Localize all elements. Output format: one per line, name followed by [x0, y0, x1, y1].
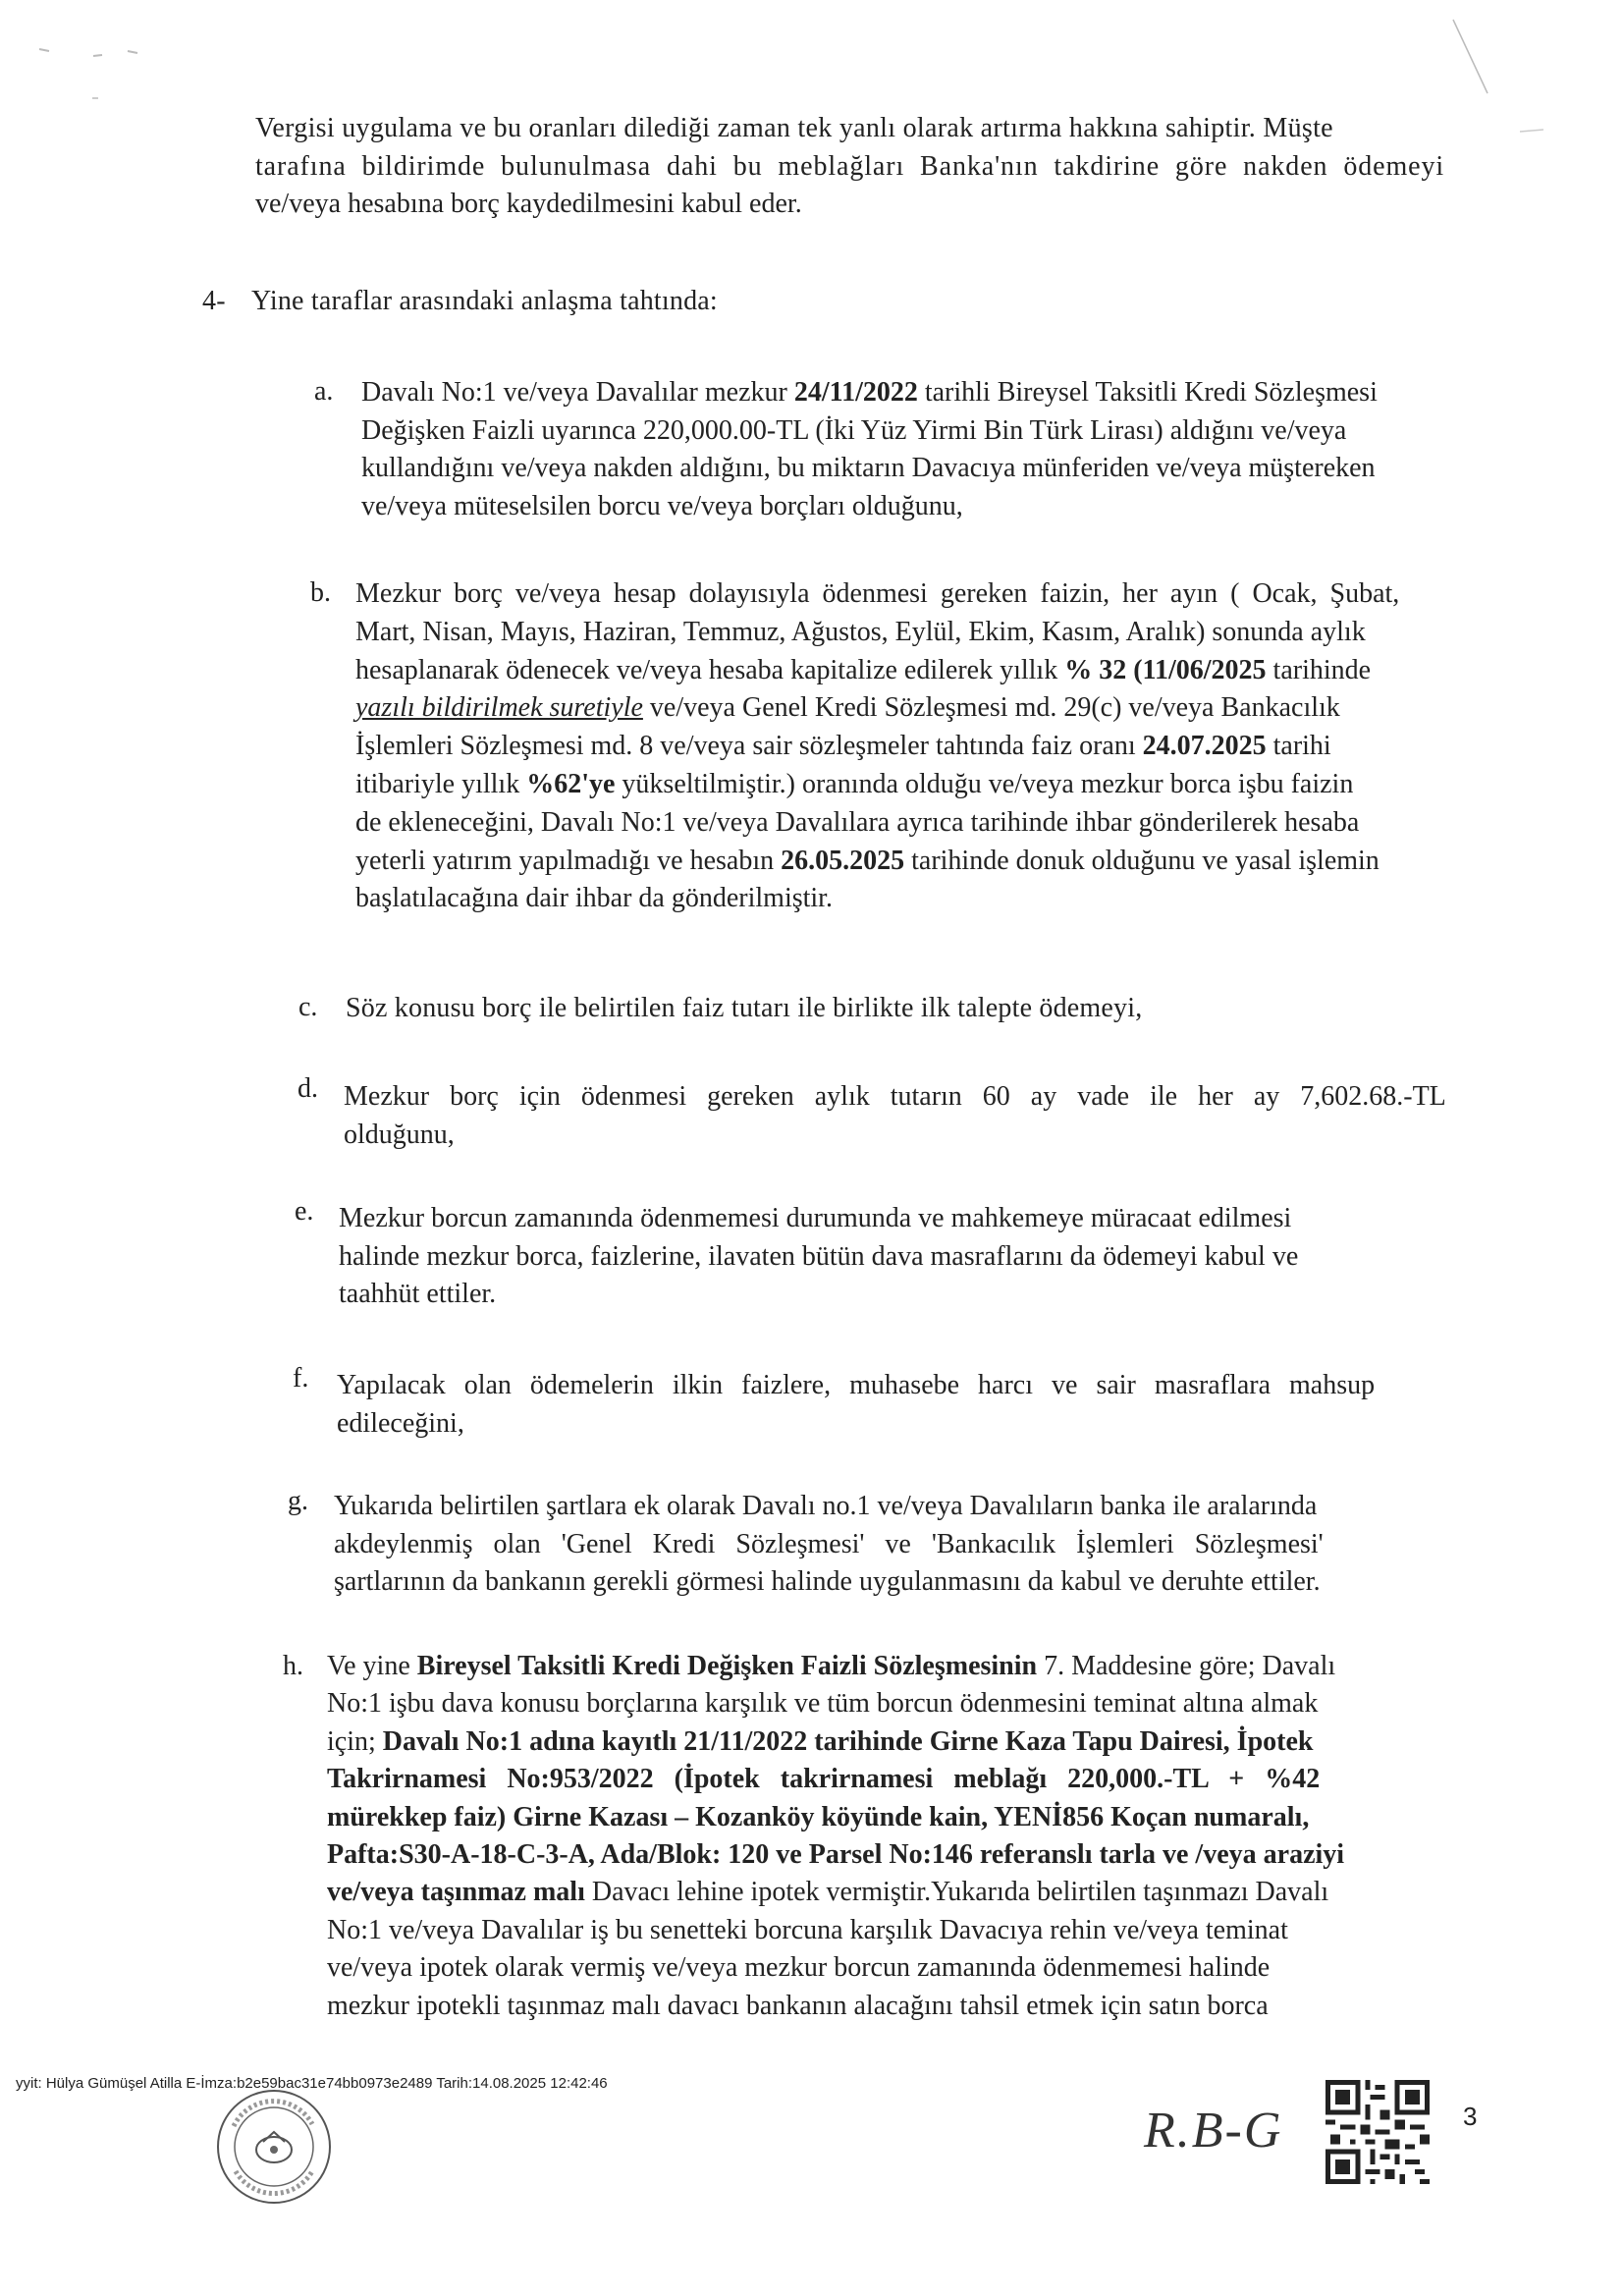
esign-footer: yyit: Hülya Gümüşel Atilla E-İmza:b2e59bac31e74bb0973e2489 Tarih:14.08.2025 12:42:46 — [16, 2075, 608, 2092]
text: tarihinde donuk olduğunu ve yasal işlemin — [904, 845, 1380, 876]
item-b-line: de ekleneceğini, Davalı No:1 ve/veya Davalılara ayrıca tarihinde ihbar gönderilerek hesaba — [355, 806, 1360, 838]
item-a-line: kullandığını ve/veya nakden aldığını, bu miktarın Davacıya münferiden ve/veya müştereken — [361, 453, 1376, 484]
intro-line: tarafına bildirimde bulunulmasa dahi bu meblağları Banka'nın takdirine göre nakden ödemeyi — [255, 150, 1445, 182]
item-h-line — [327, 1836, 1525, 1874]
item-h-line — [327, 1799, 1525, 1836]
item-h-line: No:1 ve/veya Davalılar iş bu senetteki borcuna karşılık Davacıya rehin ve/veya teminat — [327, 1914, 1288, 1945]
item-h — [327, 1648, 1525, 2025]
item-h-line — [327, 1648, 1525, 1685]
item-g-line: şartlarının da bankanın gerekli görmesi halinde uygulanmasını da kabul ve deruhte ettiler. — [334, 1566, 1321, 1598]
item-b-line — [355, 728, 1530, 766]
item-b-line — [355, 766, 1530, 804]
qr-code-icon — [1325, 2080, 1430, 2184]
item-h-line: ve/veya ipotek olarak vermiş ve/veya mezkur borcun zamanında ödenmemesi halinde — [327, 1952, 1271, 1984]
item-b-line — [355, 843, 1530, 881]
item-a-line — [361, 374, 1530, 412]
mortgage-bold: ve/veya taşınmaz malı — [327, 1877, 585, 1908]
item-b-line — [355, 689, 1530, 728]
item-h-line — [327, 1874, 1525, 1911]
text: hesaplanarak ödenecek ve/veya hesaba kapitalize edilerek yıllık — [355, 654, 1065, 685]
rate-bold: %62'ye — [526, 768, 616, 799]
item-marker-a: a. — [314, 376, 334, 407]
rate-bold: % 32 (11/06/2025 — [1064, 654, 1267, 685]
item-marker-c: c. — [298, 992, 318, 1022]
item-d-line: Mezkur borç için ödenmesi gereken aylık tutarın 60 ay vade ile her ay 7,602.68.-TL — [344, 1081, 1446, 1112]
mortgage-bold: Pafta:S30-A-18-C-3-A, Ada/Blok: 120 ve Parsel No:146 referanslı tarla ve /veya araziyi — [327, 1839, 1345, 1871]
text: yeterli yatırım yapılmadığı ve hesabın — [355, 845, 782, 876]
text: 7. Maddesine göre; Davalı — [1037, 1651, 1336, 1681]
item-marker-h: h. — [283, 1651, 303, 1681]
item-a-line: ve/veya müteselsilen borcu ve/veya borçları olduğunu, — [361, 490, 963, 521]
item-b-line: Mezkur borç ve/veya hesap dolayısıyla ödenmesi gereken faizin, her ayın ( Ocak, Şubat, — [355, 578, 1400, 609]
item-b-line: Mart, Nisan, Mayıs, Haziran, Temmuz, Ağustos, Eylül, Ekim, Kasım, Aralık) sonunda aylık — [355, 616, 1366, 647]
item-h-line — [327, 1761, 1525, 1798]
item-b — [355, 575, 1530, 918]
date-bold: 24.07.2025 — [1142, 731, 1267, 762]
court-seal-icon — [214, 2087, 334, 2207]
item-marker-f: f. — [293, 1363, 309, 1394]
item-d-line: olduğunu, — [344, 1119, 455, 1150]
item-marker-g: g. — [288, 1486, 308, 1516]
date-bold: 24/11/2022 — [793, 377, 918, 408]
mortgage-bold: mürekkep faiz) Girne Kazası – Kozanköy köyünde kain, YENİ856 Koçan numaralı, — [327, 1801, 1310, 1832]
item-g-line: Yukarıda belirtilen şartlara ek olarak Davalı no.1 ve/veya Davalıların banka ile aralarında — [334, 1491, 1318, 1521]
item-marker-b: b. — [310, 577, 331, 608]
intro-paragraph — [255, 110, 1532, 224]
item-f-line: Yapılacak olan ödemelerin ilkin faizlere, muhasebe harcı ve sair masraflara mahsup — [337, 1370, 1376, 1400]
text: Ve yine — [327, 1651, 417, 1681]
item-a — [361, 374, 1530, 525]
item-h-line: mezkur ipotekli taşınmaz malı davacı bankanın alacağını tahsil etmek için satın borca — [327, 1990, 1269, 2021]
text: Davacı lehine ipotek vermiştir.Yukarıda belirtilen taşınmazı Davalı — [584, 1877, 1329, 1908]
item-g-line: akdeylenmiş olan 'Genel Kredi Sözleşmesi' ve 'Bankacılık İşlemleri Sözleşmesi' — [334, 1528, 1324, 1559]
text: itibariyle yıllık — [355, 768, 527, 799]
handwritten-signature: R.B-G — [1144, 2103, 1283, 2159]
item-e-line: Mezkur borcun zamanında ödenmemesi durumunda ve mahkemeye müracaat edilmesi — [339, 1203, 1292, 1233]
section-heading: Yine taraflar arasındaki anlaşma tahtında: — [251, 286, 718, 316]
intro-line: ve/veya hesabına borç kaydedilmesini kabul eder. — [255, 189, 802, 220]
mortgage-bold: Davalı No:1 adına kayıtlı 21/11/2022 tarihinde Girne Kaza Tapu Dairesi, İpotek — [382, 1725, 1314, 1757]
text: yükseltilmiştir.) oranında olduğu ve/veya mezkur borca işbu faizin — [615, 768, 1354, 799]
intro-line: Vergisi uygulama ve bu oranları dilediği zaman tek yanlı olarak artırma hakkına sahiptir. Müşte — [255, 113, 1333, 143]
item-f — [337, 1367, 1525, 1443]
underlined-text: yazılı bildirilmek suretiyle — [355, 692, 643, 724]
item-b-line: başlatılacağına dair ihbar da gönderilmiştir. — [355, 883, 833, 914]
item-f-line: edileceğini, — [337, 1407, 464, 1439]
text: ve/veya Genel Kredi Sözleşmesi md. 29(c) ve/veya Bankacılık — [642, 692, 1340, 724]
item-marker-e: e. — [295, 1196, 314, 1227]
section-number: 4- — [202, 286, 226, 316]
item-e-line: halinde mezkur borca, faizlerine, ilavaten bütün dava masraflarını da ödemeyi kabul ve — [339, 1240, 1299, 1272]
item-marker-d: d. — [298, 1073, 318, 1104]
item-a-line: Değişken Faizli uyarınca 220,000.00-TL (İki Yüz Yirmi Bin Türk Lirası) aldığını ve/veya — [361, 414, 1347, 446]
item-b-line — [355, 652, 1530, 690]
text: İşlemleri Sözleşmesi md. 8 ve/veya sair sözleşmeler tahtında faiz oranı — [355, 731, 1143, 762]
mortgage-bold: Takrirnamesi No:953/2022 (İpotek takrirnamesi meblağı 220,000.-TL + %42 — [327, 1764, 1321, 1795]
text: Davalı No:1 ve/veya Davalılar mezkur — [361, 377, 794, 408]
item-h-line: No:1 işbu dava konusu borçlarına karşılık ve tüm borcun ödenmesini teminat altına almak — [327, 1688, 1319, 1720]
item-d — [344, 1078, 1522, 1154]
item-h-line — [327, 1723, 1525, 1761]
item-g — [334, 1488, 1522, 1602]
text: için; — [327, 1725, 383, 1757]
text: tarihli Bireysel Taksitli Kredi Sözleşmesi — [917, 377, 1378, 408]
text: tarihi — [1266, 731, 1331, 762]
item-e — [339, 1200, 1517, 1314]
item-c: Söz konusu borç ile belirtilen faiz tutarı ile birlikte ilk talepte ödemeyi, — [346, 993, 1143, 1023]
item-e-line: taahhüt ettiler. — [339, 1279, 497, 1310]
text: tarihinde — [1266, 654, 1372, 685]
contract-bold: Bireysel Taksitli Kredi Değişken Faizli Sözleşmesinin — [416, 1651, 1038, 1681]
page-number: 3 — [1463, 2102, 1478, 2131]
date-bold: 26.05.2025 — [781, 845, 905, 876]
